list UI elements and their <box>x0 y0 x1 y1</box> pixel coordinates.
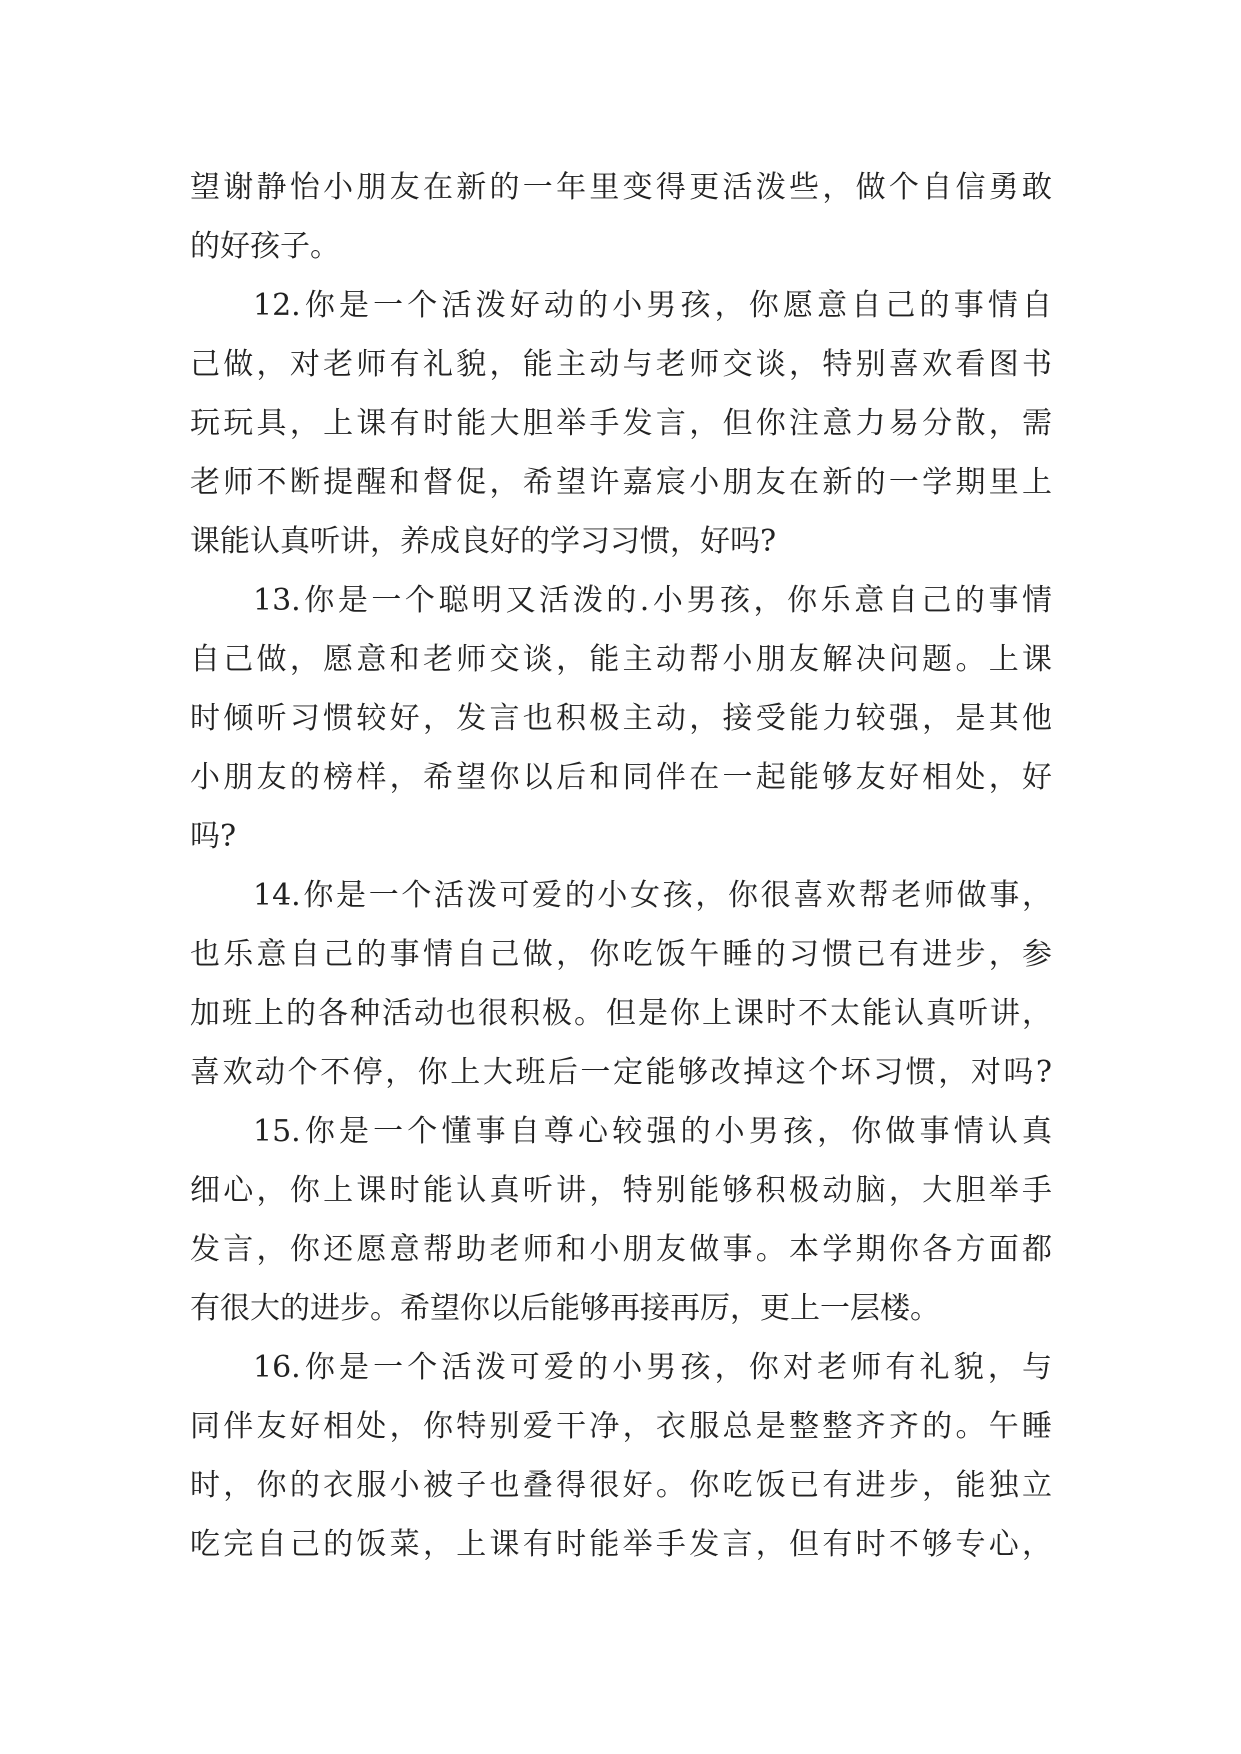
text-line: 时倾听习惯较好，发言也积极主动，接受能力较强，是其他 <box>190 701 1052 736</box>
text-line: 有很大的进步。希望你以后能够再接再厉，更上一层楼。 <box>190 1291 940 1326</box>
text-line: 喜欢动个不停，你上大班后一定能够改掉这个坏习惯，对吗? <box>190 1055 1052 1090</box>
text-line: 14.你是一个活泼可爱的小女孩，你很喜欢帮老师做事， <box>253 878 1052 913</box>
text-line: 13.你是一个聪明又活泼的.小男孩，你乐意自己的事情 <box>253 583 1052 618</box>
text-line: 望谢静怡小朋友在新的一年里变得更活泼些，做个自信勇敢 <box>190 170 1052 205</box>
text-line: 15.你是一个懂事自尊心较强的小男孩，你做事情认真 <box>253 1114 1052 1149</box>
paragraph-continuation <box>190 158 1052 276</box>
text-line: 玩玩具，上课有时能大胆举手发言，但你注意力易分散，需 <box>190 406 1052 441</box>
paragraph-16 <box>190 1338 1052 1574</box>
paragraph-13 <box>190 571 1052 866</box>
paragraph-12 <box>190 276 1052 571</box>
text-line: 12.你是一个活泼好动的小男孩，你愿意自己的事情自 <box>253 288 1052 323</box>
document-body <box>190 158 1052 1574</box>
text-line: 的好孩子。 <box>190 229 340 264</box>
text-line: 16.你是一个活泼可爱的小男孩，你对老师有礼貌，与 <box>253 1350 1052 1385</box>
text-line: 吗? <box>190 819 237 854</box>
text-line: 同伴友好相处，你特别爱干净，衣服总是整整齐齐的。午睡 <box>190 1409 1052 1444</box>
text-line: 自己做，愿意和老师交谈，能主动帮小朋友解决问题。上课 <box>190 642 1052 677</box>
text-line: 发言，你还愿意帮助老师和小朋友做事。本学期你各方面都 <box>190 1232 1052 1267</box>
text-line: 课能认真听讲，养成良好的学习习惯，好吗? <box>190 524 777 559</box>
text-line: 时，你的衣服小被子也叠得很好。你吃饭已有进步，能独立 <box>190 1468 1052 1503</box>
paragraph-15 <box>190 1102 1052 1338</box>
paragraph-14 <box>190 866 1052 1102</box>
text-line: 己做，对老师有礼貌，能主动与老师交谈，特别喜欢看图书 <box>190 347 1052 382</box>
text-line: 老师不断提醒和督促，希望许嘉宸小朋友在新的一学期里上 <box>190 465 1052 500</box>
text-line: 小朋友的榜样，希望你以后和同伴在一起能够友好相处，好 <box>190 760 1052 795</box>
text-line: 吃完自己的饭菜，上课有时能举手发言，但有时不够专心， <box>190 1527 1052 1562</box>
text-line: 加班上的各种活动也很积极。但是你上课时不太能认真听讲， <box>190 996 1052 1031</box>
text-line: 细心，你上课时能认真听讲，特别能够积极动脑，大胆举手 <box>190 1173 1052 1208</box>
text-line: 也乐意自己的事情自己做，你吃饭午睡的习惯已有进步，参 <box>190 937 1052 972</box>
